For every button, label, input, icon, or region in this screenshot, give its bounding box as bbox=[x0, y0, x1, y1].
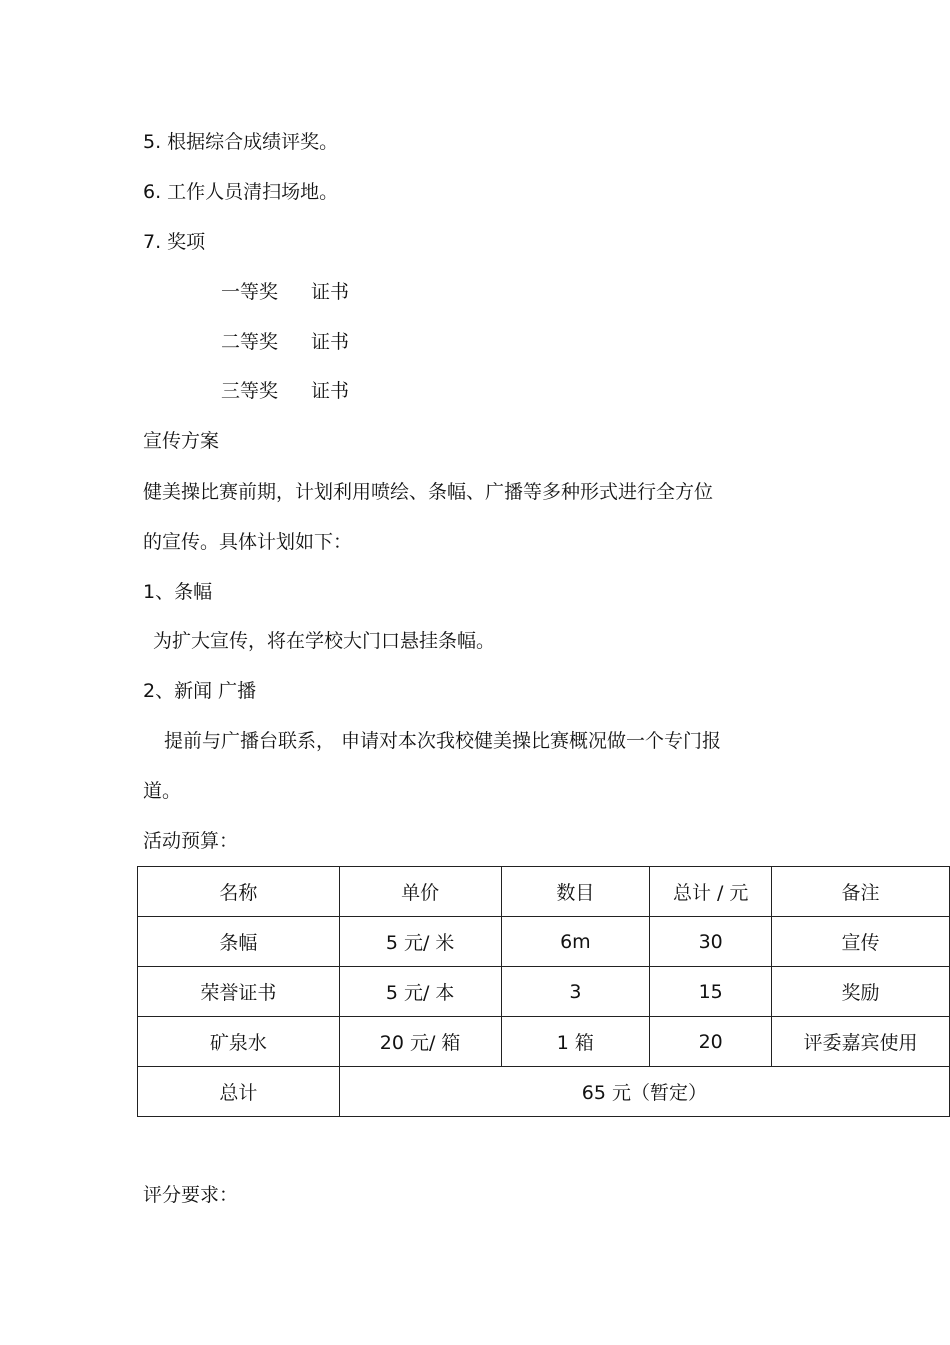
award-name: 一等奖 bbox=[221, 281, 279, 303]
table-header-row bbox=[138, 867, 950, 917]
award-prize: 证书 bbox=[311, 380, 350, 402]
section-news-text-line-2: 道。 bbox=[143, 780, 182, 802]
section-banner-heading: 1、条幅 bbox=[143, 581, 213, 603]
table-cell: 30 bbox=[650, 917, 772, 967]
total-value-cell: 65 元（暂定） bbox=[339, 1067, 949, 1117]
table-cell: 1 箱 bbox=[501, 1017, 650, 1067]
award-third bbox=[221, 379, 350, 403]
award-prize: 证书 bbox=[311, 331, 350, 353]
table-row bbox=[138, 1017, 950, 1067]
scoring-heading: 评分要求： bbox=[143, 1184, 239, 1206]
publicity-paragraph-line-2: 的宣传。具体计划如下： bbox=[143, 531, 353, 553]
step-6: 6. 工作人员清扫场地。 bbox=[143, 181, 339, 203]
table-cell: 15 bbox=[650, 967, 772, 1017]
table-cell: 5 元/ 本 bbox=[339, 967, 501, 1017]
table-cell: 3 bbox=[501, 967, 650, 1017]
table-cell: 评委嘉宾使用 bbox=[772, 1017, 950, 1067]
table-row bbox=[138, 967, 950, 1017]
table-total-row bbox=[138, 1067, 950, 1117]
table-row bbox=[138, 917, 950, 967]
header-cell: 数目 bbox=[501, 867, 650, 917]
table-cell: 宣传 bbox=[772, 917, 950, 967]
award-second bbox=[221, 330, 350, 354]
award-prize: 证书 bbox=[311, 281, 350, 303]
table-cell: 5 元/ 米 bbox=[339, 917, 501, 967]
table-cell: 20 bbox=[650, 1017, 772, 1067]
section-news-text-line-1: 提前与广播台联系， 申请对本次我校健美操比赛概况做一个专门报 bbox=[164, 730, 722, 752]
budget-heading: 活动预算： bbox=[143, 830, 239, 852]
table-cell: 荣誉证书 bbox=[138, 967, 340, 1017]
section-banner-text: 为扩大宣传，将在学校大门口悬挂条幅。 bbox=[153, 630, 496, 652]
budget-table bbox=[137, 866, 950, 1117]
award-first bbox=[221, 280, 350, 304]
header-cell: 总计 / 元 bbox=[650, 867, 772, 917]
publicity-heading: 宣传方案 bbox=[143, 430, 220, 452]
step-5: 5. 根据综合成绩评奖。 bbox=[143, 131, 339, 153]
header-cell: 名称 bbox=[138, 867, 340, 917]
step-7-awards: 7. 奖项 bbox=[143, 231, 206, 253]
publicity-paragraph-line-1: 健美操比赛前期，计划利用喷绘、条幅、广播等多种形式进行全方位 bbox=[143, 481, 714, 503]
table-cell: 20 元/ 箱 bbox=[339, 1017, 501, 1067]
table-cell: 矿泉水 bbox=[138, 1017, 340, 1067]
section-news-heading: 2、新闻 广播 bbox=[143, 680, 257, 702]
award-name: 二等奖 bbox=[221, 331, 279, 353]
award-name: 三等奖 bbox=[221, 380, 279, 402]
table-cell: 奖励 bbox=[772, 967, 950, 1017]
total-label-cell: 总计 bbox=[138, 1067, 340, 1117]
table-cell: 条幅 bbox=[138, 917, 340, 967]
table-cell: 6m bbox=[501, 917, 650, 967]
header-cell: 单价 bbox=[339, 867, 501, 917]
header-cell: 备注 bbox=[772, 867, 950, 917]
